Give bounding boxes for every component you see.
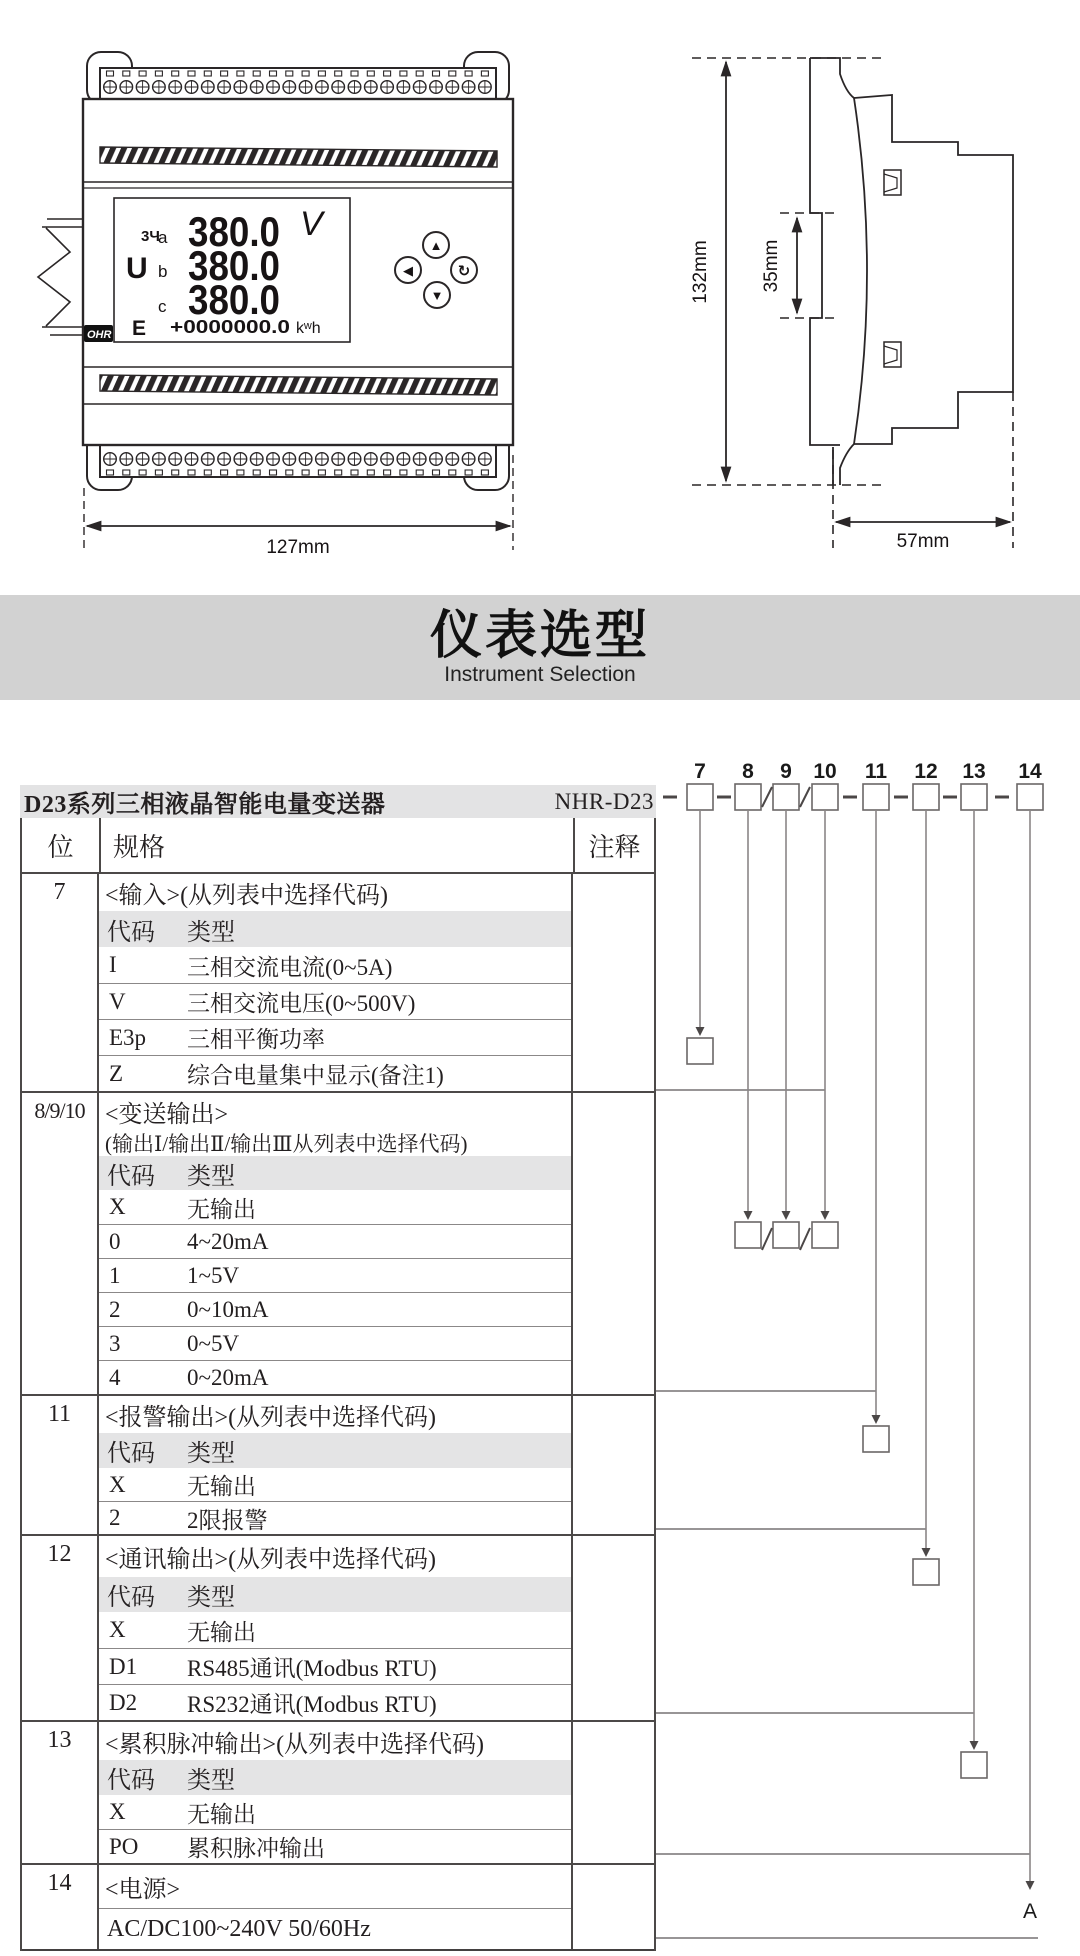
option-type: RS232通讯(Modbus RTU)	[187, 1692, 437, 1717]
banner-title: 仪表选型	[429, 606, 650, 665]
dimension-ticks	[692, 58, 1013, 548]
type-header-label: 类型	[187, 1768, 235, 1794]
column-header-pos: 位	[22, 818, 101, 872]
code-position-number: 10	[813, 760, 837, 783]
target-code-box	[812, 1222, 838, 1248]
option-code: X	[109, 1799, 126, 1824]
terminal-strip-top	[100, 68, 496, 100]
option-type: 无输出	[187, 1801, 256, 1827]
lcd-row-c-value: 380.0	[188, 276, 280, 323]
option-code: 4	[109, 1364, 121, 1390]
down-arrow-icon: ▼	[430, 288, 444, 303]
option-type: 2限报警	[187, 1507, 268, 1533]
side-view-drawing	[540, 20, 1080, 580]
section-position-label: 14	[22, 1865, 99, 1949]
option-type: 三相交流电压(0~500V)	[187, 991, 416, 1016]
section-position-label: 11	[22, 1396, 99, 1534]
option-type: RS485通讯(Modbus RTU)	[187, 1656, 437, 1681]
target-code-box	[735, 1222, 761, 1248]
lcd-unit: V	[300, 205, 323, 243]
code-position-number: 9	[780, 760, 792, 783]
up-arrow-icon: ▲	[429, 238, 443, 253]
code-position-number: 13	[962, 760, 986, 783]
code-box	[773, 784, 799, 810]
target-code-box	[687, 1038, 713, 1064]
option-code: Z	[109, 1060, 124, 1086]
option-type: 0~5V	[187, 1330, 240, 1356]
leader-arrowhead	[696, 1027, 705, 1036]
leader-arrowhead	[744, 1211, 753, 1220]
leader-arrowhead	[1026, 1881, 1035, 1890]
column-header-note: 注释	[588, 832, 641, 862]
target-slash	[800, 1228, 810, 1250]
option-code: D1	[109, 1653, 138, 1679]
option-code: I	[109, 952, 117, 977]
din-rail-break	[38, 219, 83, 335]
lcd-row-a-label: a	[158, 228, 168, 247]
lcd-row-c-label: c	[158, 297, 167, 316]
code-header-label: 代码	[107, 1768, 155, 1794]
option-code: X	[109, 1194, 126, 1219]
code-box	[812, 784, 838, 810]
type-header-label: 类型	[187, 919, 235, 946]
section-title: <电源>	[105, 1877, 181, 1903]
option-type: 三相平衡功率	[187, 1027, 325, 1052]
banner-subtitle: Instrument Selection	[444, 663, 636, 687]
option-type: 无输出	[187, 1474, 256, 1499]
left-arrow-icon: ◀	[403, 263, 413, 278]
lcd-energy-value: +0000000.0	[170, 317, 290, 337]
option-type: 无输出	[187, 1196, 256, 1222]
option-type: 累积脉冲输出	[187, 1836, 325, 1861]
option-code: 2	[109, 1296, 121, 1322]
target-code-box	[863, 1426, 889, 1452]
product-title: D23系列三相液晶智能电量变送器	[24, 792, 386, 818]
lcd-u-label: U	[126, 252, 148, 285]
section-title: <通讯输出>(从列表中选择代码)	[105, 1547, 437, 1573]
lcd-phase-indicator: 3Ч	[141, 228, 160, 245]
option-code: 0	[109, 1228, 121, 1254]
leader-arrowhead	[872, 1415, 881, 1424]
code-position-number: 12	[914, 760, 938, 783]
code-header-label: 代码	[107, 919, 155, 946]
terminal-strip-bottom	[100, 443, 496, 477]
option-code: E3p	[109, 1024, 147, 1050]
option-type: 无输出	[187, 1619, 256, 1645]
depth-dim-label: 57mm	[896, 531, 950, 552]
leader-arrowhead	[821, 1211, 830, 1220]
target-code-box	[773, 1222, 799, 1248]
type-header-label: 类型	[187, 1585, 235, 1611]
type-header-label: 类型	[187, 1163, 235, 1190]
code-position-number: 14	[1018, 760, 1042, 783]
lcd-row-b-label: b	[158, 262, 168, 281]
section-title: <累积脉冲输出>(从列表中选择代码)	[105, 1731, 485, 1758]
code-slash	[800, 787, 810, 807]
code-position-number: 8	[742, 760, 754, 783]
target-code-box	[913, 1559, 939, 1585]
option-code: PO	[109, 1833, 139, 1859]
rail-dimension	[761, 218, 797, 313]
target-code-box	[961, 1752, 987, 1778]
brand-logo: OHR	[87, 329, 112, 341]
option-code: 3	[109, 1330, 121, 1356]
option-type: 4~20mA	[187, 1228, 269, 1254]
code-slash	[762, 787, 772, 807]
option-code: X	[109, 1471, 126, 1497]
option-code: X	[109, 1617, 126, 1642]
power-code-letter: A	[1022, 1900, 1038, 1923]
section-title: <报警输出>(从列表中选择代码)	[105, 1405, 437, 1431]
code-position-number: 7	[694, 760, 706, 783]
vent-band-bottom	[100, 375, 497, 395]
lcd-row-a-value: 380.0	[188, 208, 280, 255]
option-type: 三相交流电流(0~5A)	[187, 954, 393, 980]
section-position-label: 7	[22, 874, 99, 1091]
front-view-drawing	[20, 20, 560, 580]
leader-arrowhead	[922, 1548, 931, 1557]
option-row: AC/DC100~240V 50/60Hz	[99, 1908, 571, 1949]
lcd-row-b-value: 380.0	[188, 242, 280, 289]
code-box	[913, 784, 939, 810]
option-type: 0~20mA	[187, 1364, 269, 1390]
section-title: <输入>(从列表中选择代码)	[105, 883, 389, 909]
section-subtitle: (输出Ⅰ/输出Ⅱ/输出Ⅲ从列表中选择代码)	[105, 1132, 468, 1156]
target-slash	[762, 1228, 772, 1250]
code-box	[735, 784, 761, 810]
code-position-number: 11	[864, 760, 888, 783]
section-title: <变送输出>	[105, 1102, 229, 1128]
option-type: 综合电量集中显示(备注1)	[187, 1063, 444, 1088]
lcd-energy-unit: kʷh	[296, 320, 321, 337]
code-header-label: 代码	[107, 1585, 155, 1611]
depth-dimension	[836, 522, 1010, 552]
section-position-label: 13	[22, 1722, 99, 1863]
leader-arrowhead	[970, 1741, 979, 1750]
option-code: 2	[109, 1505, 121, 1530]
option-type: 1~5V	[187, 1262, 240, 1288]
code-header-label: 代码	[107, 1163, 155, 1190]
option-code: 1	[109, 1262, 121, 1288]
height-dimension	[690, 62, 726, 481]
code-header-label: 代码	[107, 1441, 155, 1467]
code-box	[863, 784, 889, 810]
height-dim-label: 132mm	[690, 240, 711, 304]
option-type: 0~10mA	[187, 1296, 269, 1322]
width-dim-label: 127mm	[266, 537, 330, 558]
code-box	[687, 784, 713, 810]
order-code-diagram	[0, 740, 1080, 1956]
type-header-label: 类型	[187, 1441, 235, 1467]
option-code: D2	[109, 1689, 138, 1715]
enter-icon: ↻	[457, 263, 471, 280]
vent-band-top	[100, 147, 497, 167]
rail-dim-label: 35mm	[761, 239, 782, 293]
section-position-label: 8/9/10	[22, 1093, 99, 1394]
side-profile	[810, 58, 1013, 485]
leader-arrowhead	[782, 1211, 791, 1220]
code-box	[1017, 784, 1043, 810]
lcd-e-label: E	[132, 317, 147, 340]
section-banner	[0, 595, 1080, 700]
model-code: NHR-D23	[554, 788, 654, 814]
column-header-spec: 规格	[101, 818, 575, 872]
option-code: V	[109, 988, 126, 1014]
code-box	[961, 784, 987, 810]
section-position-label: 12	[22, 1536, 99, 1720]
